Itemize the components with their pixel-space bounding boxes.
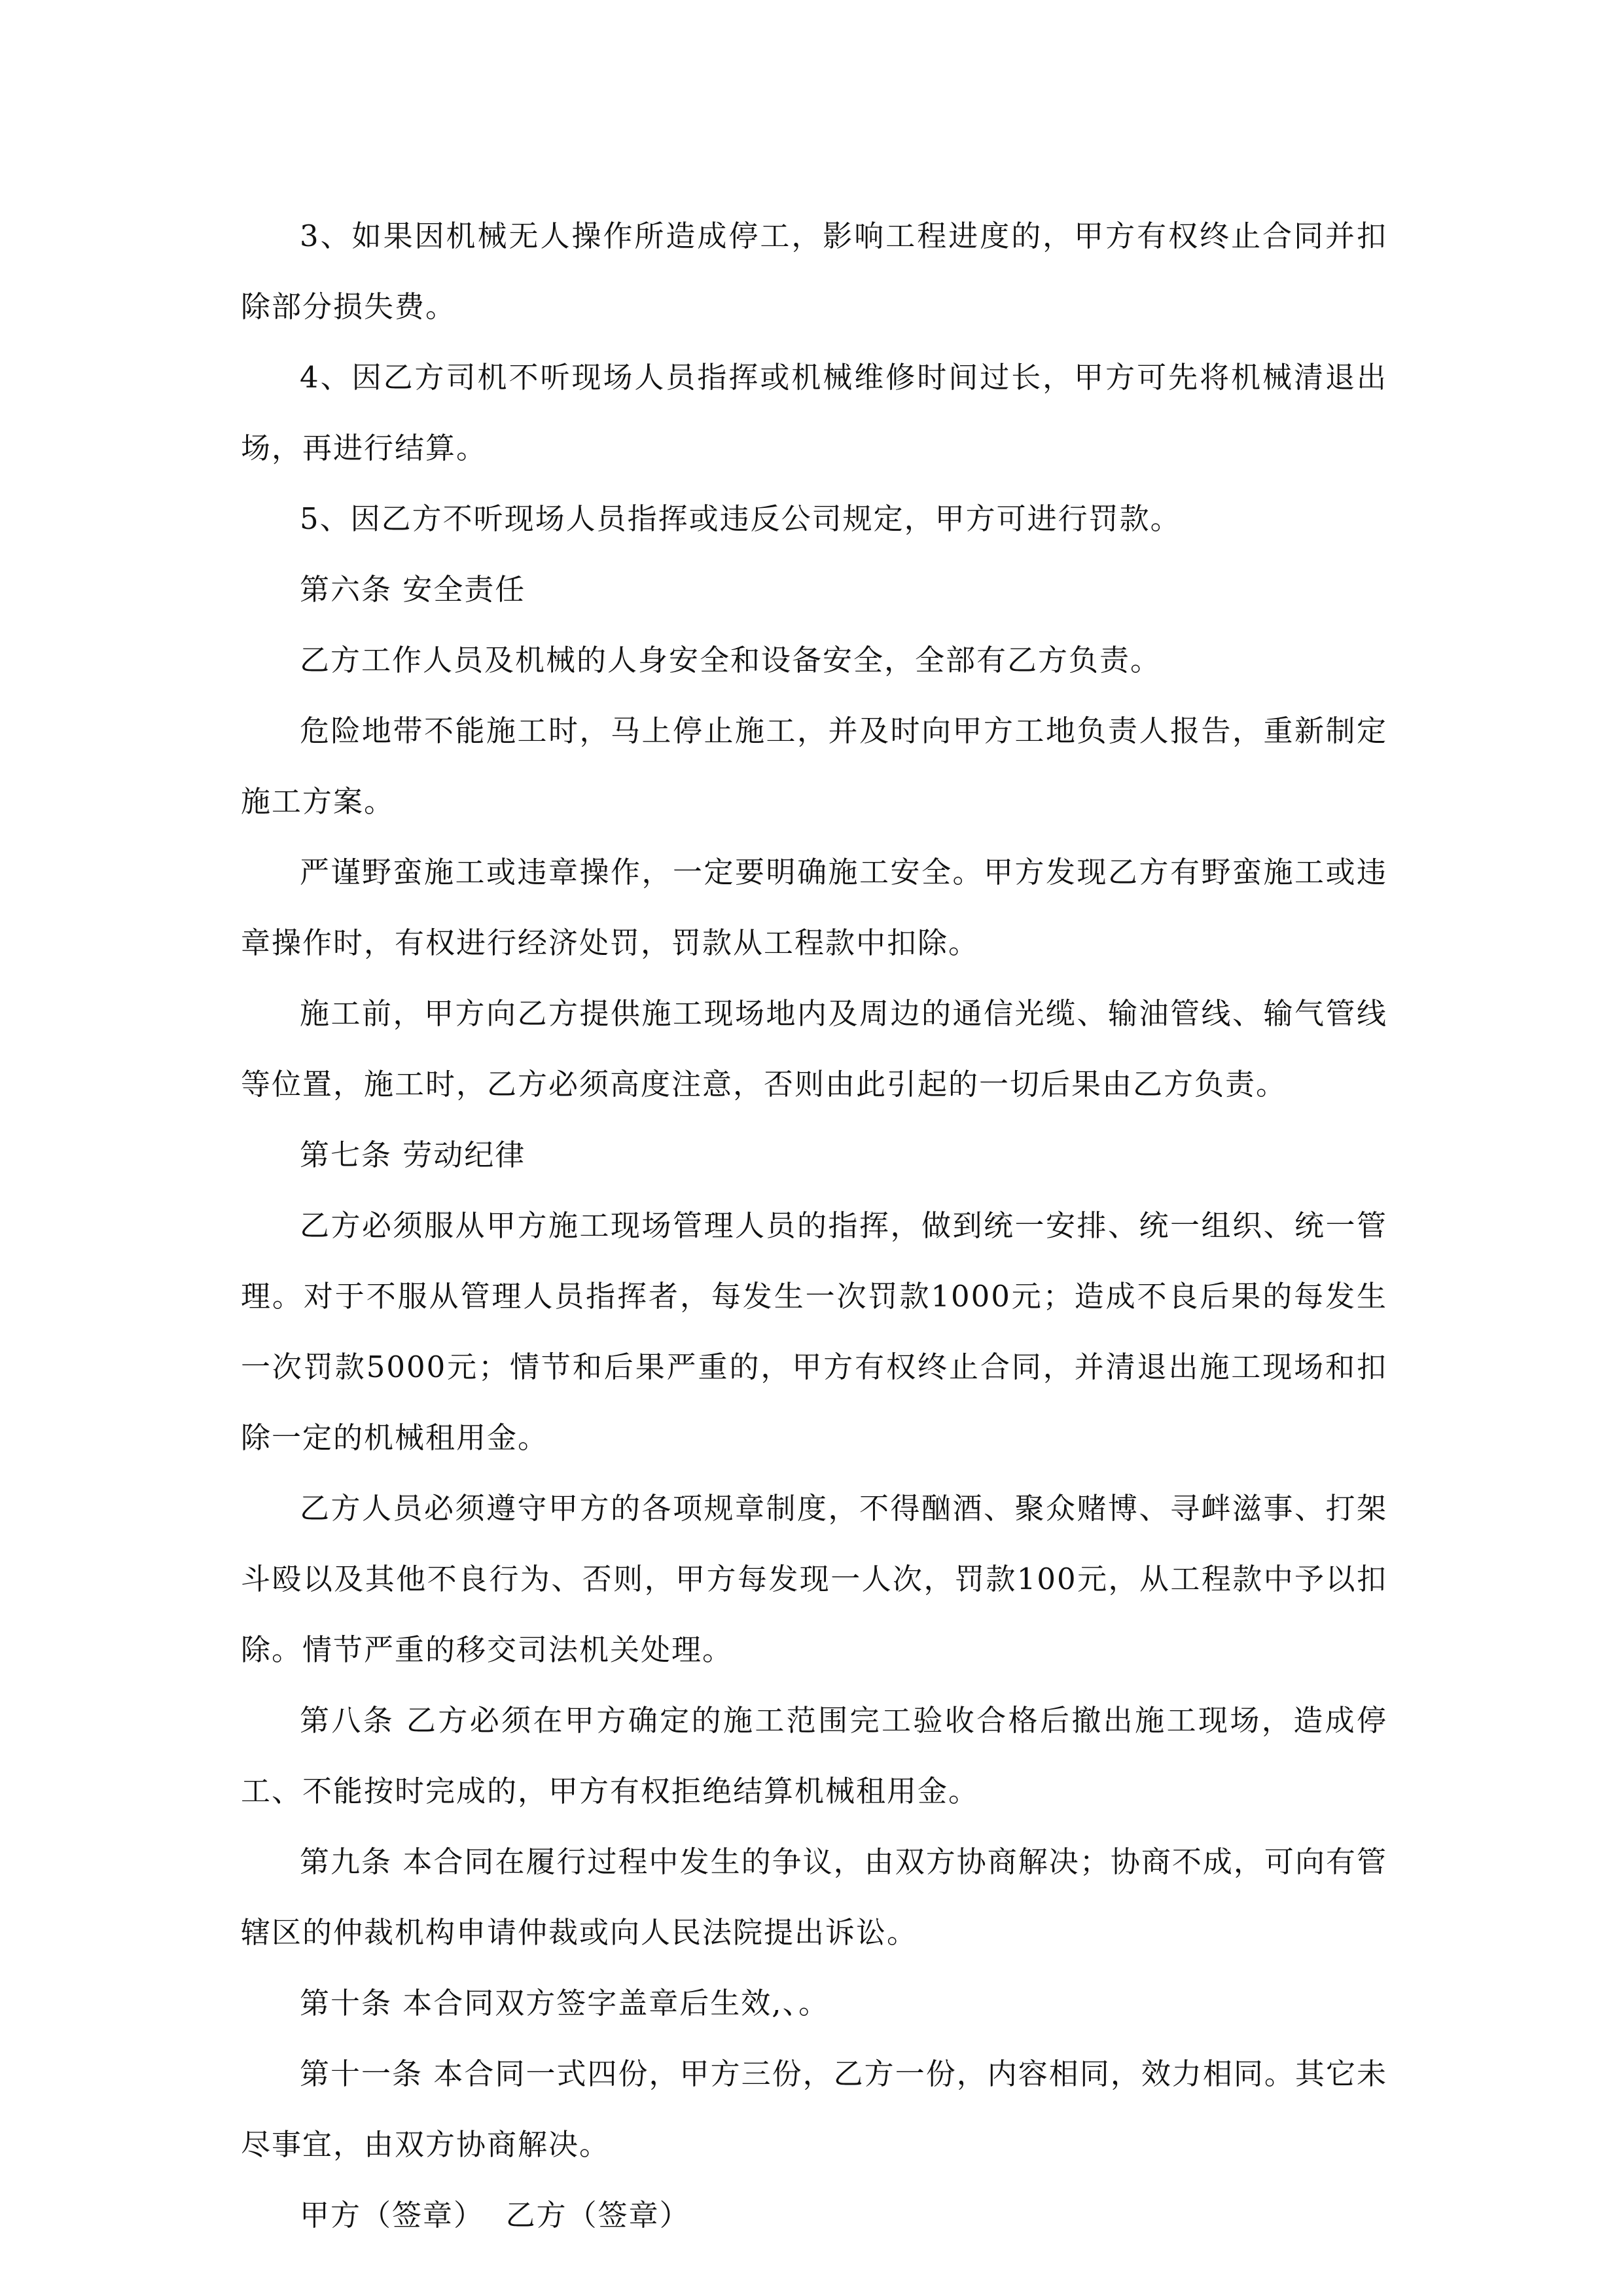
article-heading: 第七条 劳动纪律 <box>300 1138 526 1172</box>
article-heading: 第六条 安全责任 <box>300 572 526 607</box>
clause-paragraph: 第八条 乙方必须在甲方确定的施工范围完工验收合格后撤出施工现场，造成停工、不能按时完成的，甲方有权拒绝结算机械租用金。 <box>241 1703 1387 1808</box>
clause-paragraph: 危险地带不能施工时，马上停止施工，并及时向甲方工地负责人报告，重新制定施工方案。 <box>241 713 1387 819</box>
clause-paragraph: 乙方工作人员及机械的人身安全和设备安全，全部有乙方负责。 <box>300 643 1162 677</box>
party-a-signature-label: 甲方（签章） <box>300 2198 485 2233</box>
party-b-signature-label: 乙方（签章） <box>505 2198 690 2233</box>
clause-paragraph: 第九条 本合同在履行过程中发生的争议，由双方协商解决；协商不成，可向有管辖区的仲裁机构申请仲裁或向人民法院提出诉讼。 <box>241 1844 1387 1950</box>
clause-paragraph: 施工前，甲方向乙方提供施工现场地内及周边的通信光缆、输油管线、输气管线等位置，施工时，乙方必须高度注意，否则由此引起的一切后果由乙方负责。 <box>241 996 1387 1102</box>
clause-paragraph: 第十一条 本合同一式四份，甲方三份，乙方一份，内容相同，效力相同。其它未尽事宜，由双方协商解决。 <box>241 2056 1387 2162</box>
clause-paragraph: 乙方人员必须遵守甲方的各项规章制度，不得酗酒、聚众赌博、寻衅滋事、打架斗殴以及其他不良行为、否则，甲方每发现一人次，罚款100元，从工程款中予以扣除。情节严重的移交司法机关处理。 <box>241 1491 1387 1667</box>
article-heading: 第十条 本合同双方签字盖章后生效,、。 <box>300 1986 830 2020</box>
clause-paragraph: 5、因乙方不听现场人员指挥或违反公司规定，甲方可进行罚款。 <box>300 501 1181 536</box>
clause-paragraph: 4、因乙方司机不听现场人员指挥或机械维修时间过长，甲方可先将机械清退出场，再进行结算。 <box>241 360 1387 465</box>
signature-line <box>241 2180 1387 2251</box>
clause-paragraph: 乙方必须服从甲方施工现场管理人员的指挥，做到统一安排、统一组织、统一管理。对于不服从管理人员指挥者，每发生一次罚款1000元；造成不良后果的每发生一次罚款5000元；情节和后果严重的，甲方有权终止合同，并清退出施工现场和扣除一定的机械租用金。 <box>241 1208 1387 1455</box>
clause-paragraph: 3、如果因机械无人操作所造成停工，影响工程进度的，甲方有权终止合同并扣除部分损失费。 <box>241 219 1387 324</box>
document-body <box>241 201 1387 2251</box>
clause-paragraph: 严谨野蛮施工或违章操作，一定要明确施工安全。甲方发现乙方有野蛮施工或违章操作时，有权进行经济处罚，罚款从工程款中扣除。 <box>241 855 1387 960</box>
